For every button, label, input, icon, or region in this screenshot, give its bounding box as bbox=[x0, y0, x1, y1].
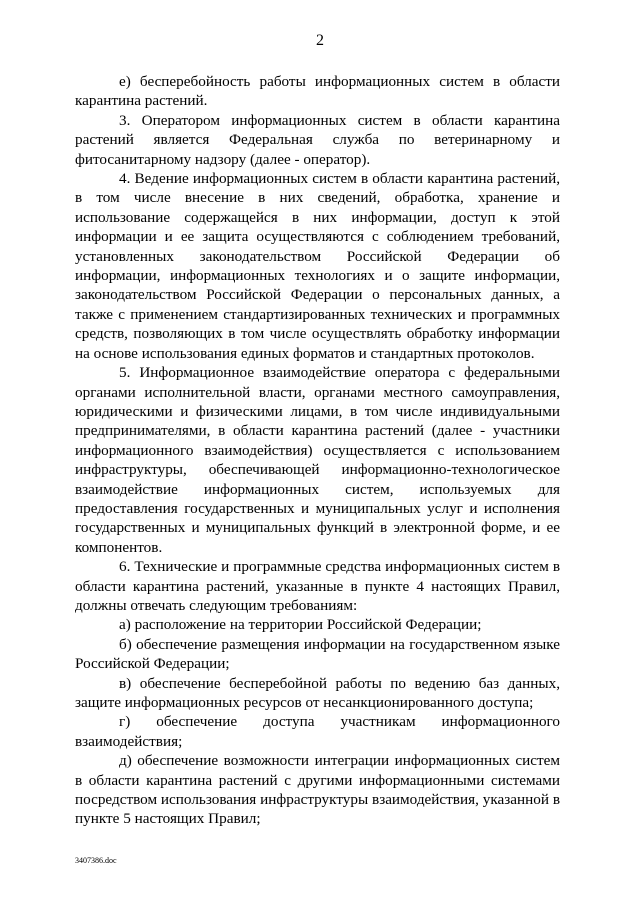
requirement-item-b: б) обеспечение размещения информации на государственном языке Российской Федерации; bbox=[75, 635, 560, 673]
paragraph-5-interaction: 5. Информационное взаимодействие оператора с федеральными органами исполнительной власти, органами местного самоуправления, юридическими и физическими лицами, в том числе индивидуальными предпринимателями, в области карантина растений (далее - участники информационного взаимодействия) осуществляется с использованием инфраструктуры, обеспечивающей информационно-технологическое взаимодействие информационных систем, используемых для предоставления государственных и муниципальных услуг и исполнения государственных и муниципальных функций в электронной форме, и ее компонентов. bbox=[75, 364, 560, 556]
document-file-code: 3407386.doc bbox=[75, 856, 117, 865]
paragraph-3-operator: 3. Оператором информационных систем в области карантина растений является Федеральная служба по ветеринарному и фитосанитарному надзору (далее - оператор). bbox=[75, 111, 560, 168]
paragraph-6-requirements: 6. Технические и программные средства информационных систем в области карантина растений, указанные в пункте 4 настоящих Правил, должны отвечать следующим требованиям: bbox=[75, 558, 560, 614]
requirement-item-v: в) обеспечение бесперебойной работы по ведению баз данных, защите информационных ресурсов от несанкционированного доступа; bbox=[75, 674, 560, 711]
paragraph-item-e: е) бесперебойность работы информационных систем в области карантина растений. bbox=[75, 73, 560, 110]
requirement-item-a: а) расположение на территории Российской Федерации; bbox=[119, 616, 482, 634]
page-number: 2 bbox=[316, 32, 324, 49]
requirement-item-d: д) обеспечение возможности интеграции информационных систем в области карантина растений с другими информационными системами посредством использования инфраструктуры взаимодействия, указанной в пункте 5 настоящих Правил; bbox=[75, 752, 560, 828]
document-body bbox=[75, 72, 560, 829]
paragraph-4-maintenance: 4. Ведение информационных систем в области карантина растений, в том числе внесение в них сведений, обработка, хранение и использование содержащейся в них информации, доступ к этой информации и ее защита осуществляются с соблюдением требований, установленных законодательством Российской Федерации об информации, информационных технологиях и о защите информации, законодательством Российской Федерации о персональных данных, а также с применением стандартизированных технических и программных средств, позволяющих в том числе осуществлять обработку информации на основе использования единых форматов и стандартных протоколов. bbox=[75, 170, 560, 362]
requirement-item-g: г) обеспечение доступа участникам информационного взаимодействия; bbox=[75, 713, 560, 750]
